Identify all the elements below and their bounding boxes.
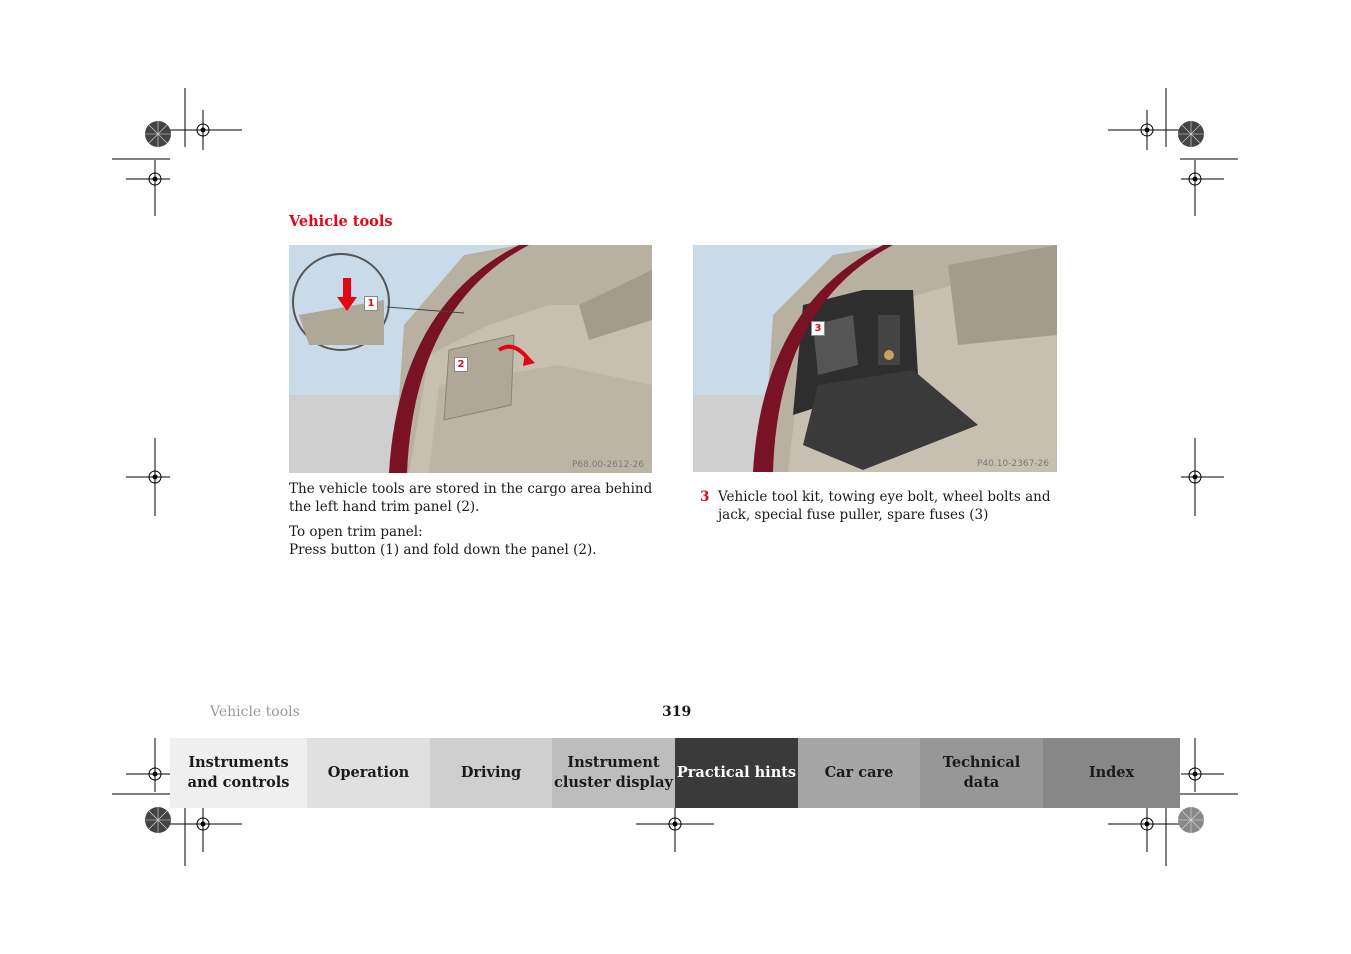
figure-code: P40.10-2367-26 — [976, 459, 1049, 469]
callout-3: 3 — [811, 321, 825, 336]
paragraph-open-panel-line2: Press button (1) and fold down the panel (2). — [289, 541, 597, 558]
tab-instruments-and-controls[interactable]: Instruments and controls — [170, 738, 307, 808]
tab-index[interactable]: Index — [1043, 738, 1180, 808]
tab-driving[interactable]: Driving — [430, 738, 552, 808]
tool-kit-illustration — [693, 245, 1057, 472]
cargo-area-illustration — [289, 245, 652, 473]
footer-section-title: Vehicle tools — [210, 704, 300, 720]
page-number: 319 — [662, 704, 692, 720]
paragraph-open-panel-line1: To open trim panel: — [289, 524, 423, 540]
legend-number: 3 — [700, 489, 710, 505]
tab-practical-hints[interactable]: Practical hints — [675, 738, 798, 808]
section-title: Vehicle tools — [289, 213, 393, 230]
paragraph-open-panel — [289, 524, 659, 559]
paragraph-storage: The vehicle tools are stored in the cargo area behind the left hand trim panel (2). — [289, 481, 653, 515]
legend-text: Vehicle tool kit, towing eye bolt, wheel bolts and jack, special fuse puller, spare fuses (3) — [718, 489, 1051, 523]
figure-code: P68.00-2612-26 — [571, 460, 644, 470]
tab-technical-data[interactable]: Technical data — [920, 738, 1043, 808]
chapter-navigation — [170, 738, 1180, 808]
callout-2: 2 — [454, 357, 468, 372]
callout-1: 1 — [364, 296, 378, 311]
tab-instrument-cluster-display[interactable]: Instrument cluster display — [552, 738, 675, 808]
tab-operation[interactable]: Operation — [307, 738, 430, 808]
tab-car-care[interactable]: Car care — [798, 738, 920, 808]
